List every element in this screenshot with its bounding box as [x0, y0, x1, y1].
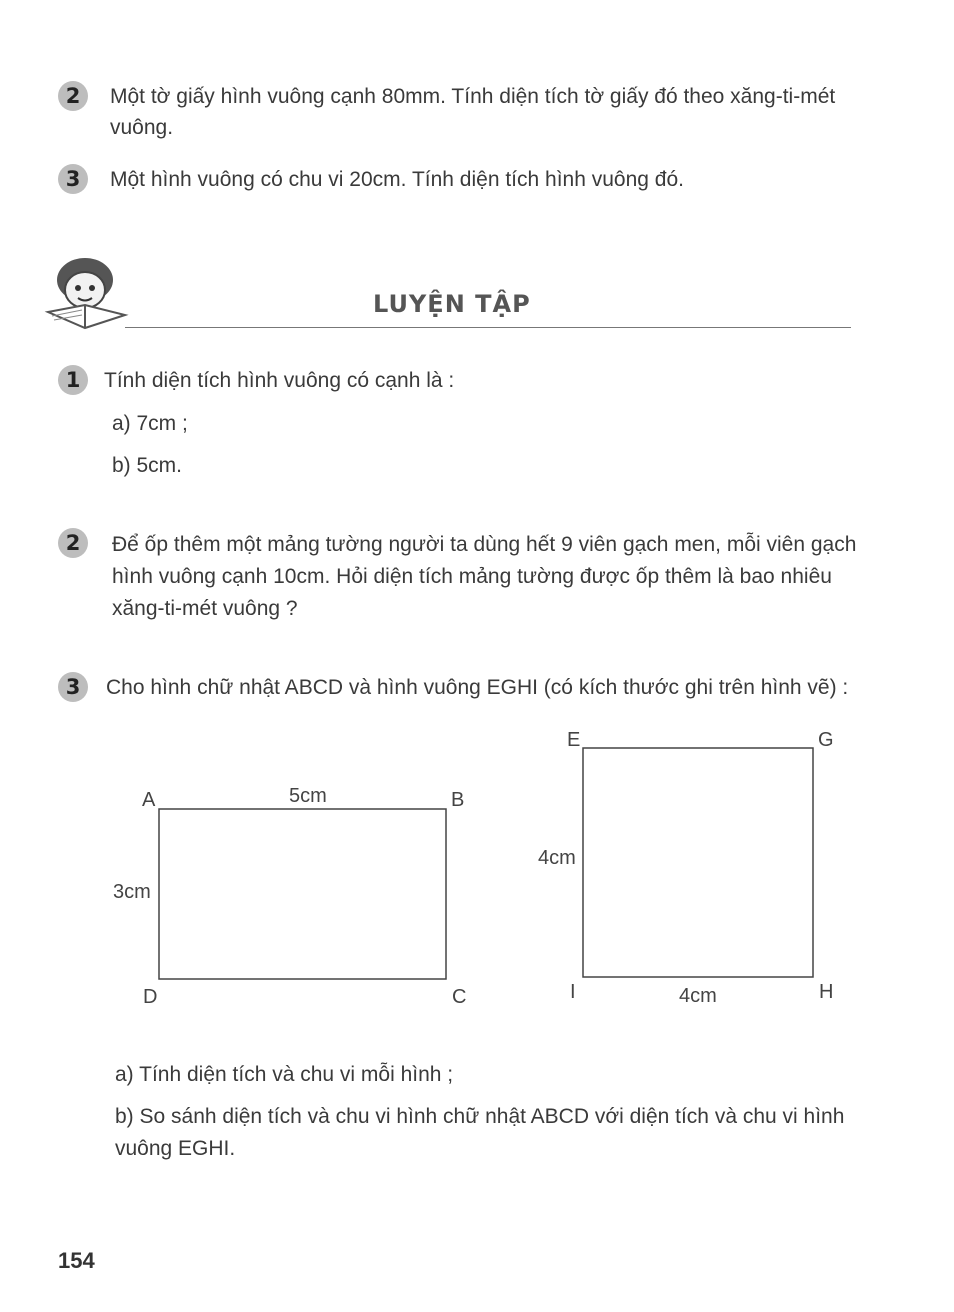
vertex-label-b: B [451, 789, 465, 811]
exercise-2-text-line2: vuông. [110, 116, 174, 139]
square-eghi [583, 748, 813, 977]
square-side-label-left: 4cm [538, 847, 576, 869]
exercise-2-text-line1: Một tờ giấy hình vuông cạnh 80mm. Tính diện tích tờ giấy đó theo xăng-ti-mét [110, 85, 836, 108]
exercise-number-badge: 2 [58, 528, 88, 558]
vertex-label-e: E [567, 729, 581, 751]
practice-3-part-a: a) Tính diện tích và chu vi mỗi hình ; [115, 1063, 454, 1086]
vertex-label-d: D [143, 986, 158, 1008]
practice-3-part-b-line2: vuông EGHI. [115, 1137, 236, 1160]
vertex-label-c: C [452, 986, 467, 1008]
practice-2-line1: Để ốp thêm một mảng tường người ta dùng hết 9 viên gạch men, mỗi viên gạch [112, 533, 857, 556]
practice-2-line2: hình vuông cạnh 10cm. Hỏi diện tích mảng tường được ốp thêm là bao nhiêu [112, 565, 832, 588]
practice-1-text: Tính diện tích hình vuông có cạnh là : [104, 369, 455, 392]
vertex-label-h: H [819, 981, 834, 1003]
exercise-number-badge: 3 [58, 164, 88, 194]
square-side-label-bottom: 4cm [679, 985, 717, 1007]
exercise-number-badge: 2 [58, 81, 88, 111]
rectangle-width-label: 3cm [113, 881, 151, 903]
exercise-number-badge: 1 [58, 365, 88, 395]
vertex-label-a: A [142, 789, 156, 811]
practice-1-option-a: a) 7cm ; [112, 412, 188, 435]
vertex-label-g: G [818, 729, 834, 751]
rectangle-length-label: 5cm [289, 785, 327, 807]
practice-1-option-b: b) 5cm. [112, 454, 183, 477]
rectangle-abcd [159, 809, 446, 979]
vertex-label-i: I [570, 981, 576, 1003]
exercise-3-text: Một hình vuông có chu vi 20cm. Tính diện tích hình vuông đó. [110, 168, 684, 191]
practice-3-part-b-line1: b) So sánh diện tích và chu vi hình chữ nhật ABCD với diện tích và chu vi hình [115, 1105, 845, 1128]
practice-2-line3: xăng-ti-mét vuông ? [112, 597, 298, 620]
section-title: LUYỆN TẬP [373, 290, 531, 318]
practice-3-text: Cho hình chữ nhật ABCD và hình vuông EGHI (có kích thước ghi trên hình vẽ) : [106, 676, 849, 699]
page-number: 154 [58, 1248, 95, 1273]
exercise-number-badge: 3 [58, 672, 88, 702]
